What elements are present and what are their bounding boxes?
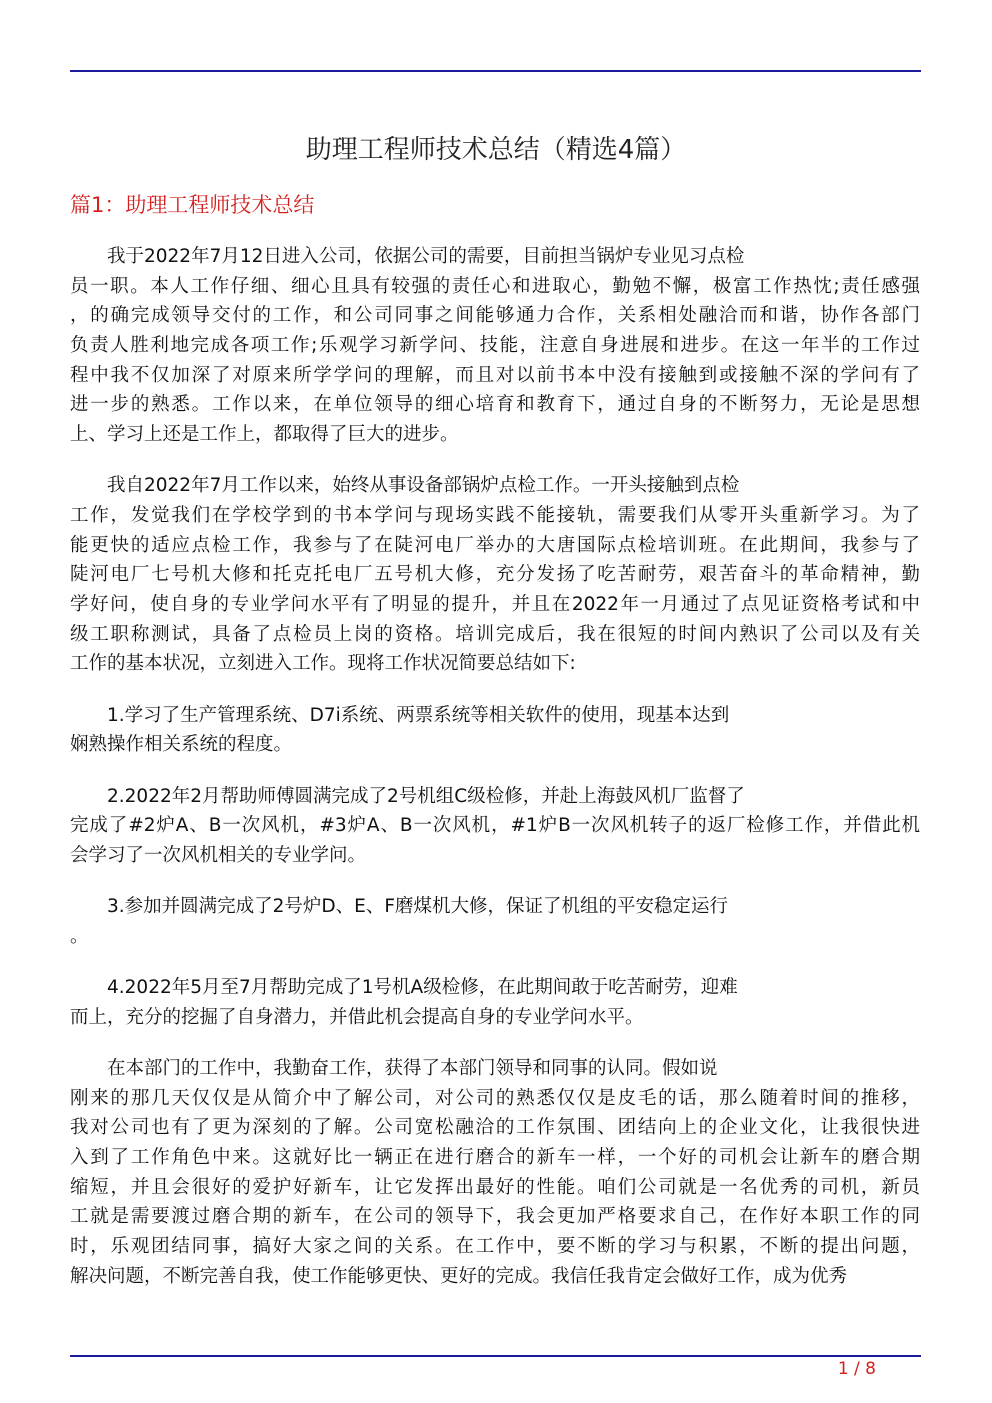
text-line: 解决问题，不断完善自我，使工作能够更快、更好的完成。我信任我肯定会做好工作，成为优秀 [70,1265,848,1287]
document-body [70,242,920,1313]
text-line: 级工职称测试，具备了点检员上岗的资格。培训完成后，我在很短的时间内熟识了公司以及有关 [70,623,920,645]
text-line: 4.2022年5月至7月帮助完成了1号机A级检修，在此期间敢于吃苦耐劳，迎难 [107,976,738,998]
text-line: 我对公司也有了更为深刻的了解。公司宽松融洽的工作氛围、团结向上的企业文化，让我很快进 [70,1117,920,1139]
text-line: 而上，充分的挖掘了自身潜力，并借此机会提高自身的专业学问水平。 [70,1006,644,1028]
text-line: 工作，发觉我们在学校学到的书本学问与现场实践不能接轨，需要我们从零开头重新学习。为了 [70,505,920,526]
footer-rule [70,1355,921,1357]
text-line: 我自2022年7月工作以来，始终从事设备部锅炉点检工作。一开头接触到点检 [107,475,740,497]
text-line: 。 [70,925,89,947]
text-line: 时，乐观团结同事，搞好大家之间的关系。在工作中，要不断的学习与积累，不断的提出问题， [70,1235,920,1257]
text-line: 完成了#2炉A、B一次风机，#3炉A、B一次风机，#1炉B一次风机转子的返厂检修工作，并借此机 [70,815,920,837]
paragraph [70,892,920,951]
text-line: 陡河电厂七号机大修和托克托电厂五号机大修，充分发扬了吃苦耐劳，艰苦奋斗的革命精神，勤 [70,564,920,586]
paragraph [70,701,920,760]
text-line: 入到了工作角色中来。这就好比一辆正在进行磨合的新车一样，一个好的司机会让新车的磨合期 [70,1146,920,1168]
text-line: 学好问，使自身的专业学问水平有了明显的提升，并且在2022年一月通过了点见证资格考试和中 [70,594,920,616]
header-rule [70,70,921,72]
text-line: 缩短，并且会很好的爱护好新车，让它发挥出最好的性能。咱们公司就是一名优秀的司机，新员 [70,1176,920,1198]
document-title: 助理工程师技术总结（精选4篇） [305,135,687,165]
paragraph [70,242,920,450]
text-line: 在本部门的工作中，我勤奋工作，获得了本部门领导和同事的认同。假如说 [107,1057,718,1079]
page-number: 1 / 8 [837,1359,876,1379]
text-line: 进一步的熟悉。工作以来，在单位领导的细心培育和教育下，通过自身的不断努力，无论是思想 [70,394,920,416]
text-line: 我于2022年7月12日进入公司，依据公司的需要，目前担当锅炉专业见习点检 [107,246,745,267]
text-line: 2.2022年2月帮助师傅圆满完成了2号机组C级检修，并赴上海鼓风机厂监督了 [107,785,745,807]
text-line: 会学习了一次风机相关的专业学问。 [70,844,367,866]
text-line: 负责人胜利地完成各项工作;乐观学习新学问、技能，注意自身进展和进步。在这一年半的工作过 [70,335,920,357]
paragraph [70,782,920,871]
text-line: 工就是需要渡过磨合期的新车，在公司的领导下，我会更加严格要求自己，在作好本职工作的同 [70,1206,920,1228]
text-line: 上、学习上还是工作上，都取得了巨大的进步。 [70,424,459,446]
text-line: 刚来的那几天仅仅是从简介中了解公司，对公司的熟悉仅仅是皮毛的话，那么随着时间的推移， [70,1087,920,1109]
text-line: 程中我不仅加深了对原来所学学问的理解，而且对以前书本中没有接触到或接触不深的学问有了 [70,364,920,386]
section-heading: 篇1：助理工程师技术总结 [70,193,315,217]
paragraph [70,471,920,679]
text-line: ，的确完成领导交付的工作，和公司同事之间能够通力合作，关系相处融洽而和谐，协作各部门 [70,305,920,327]
text-line: 工作的基本状况，立刻进入工作。现将工作状况简要总结如下: [70,653,576,675]
text-line: 能更快的适应点检工作，我参与了在陡河电厂举办的大唐国际点检培训班。在此期间，我参与了 [70,534,920,556]
text-line: 1.学习了生产管理系统、D7i系统、两票系统等相关软件的使用，现基本达到 [107,704,730,726]
text-line: 娴熟操作相关系统的程度。 [70,734,293,756]
text-line: 3.参加并圆满完成了2号炉D、E、F磨煤机大修，保证了机组的平安稳定运行 [107,896,728,918]
paragraph [70,973,920,1032]
paragraph [70,1054,920,1292]
text-line: 员一职。本人工作仔细、细心且具有较强的责任心和进取心，勤勉不懈，极富工作热忱;责任感强 [70,275,920,297]
